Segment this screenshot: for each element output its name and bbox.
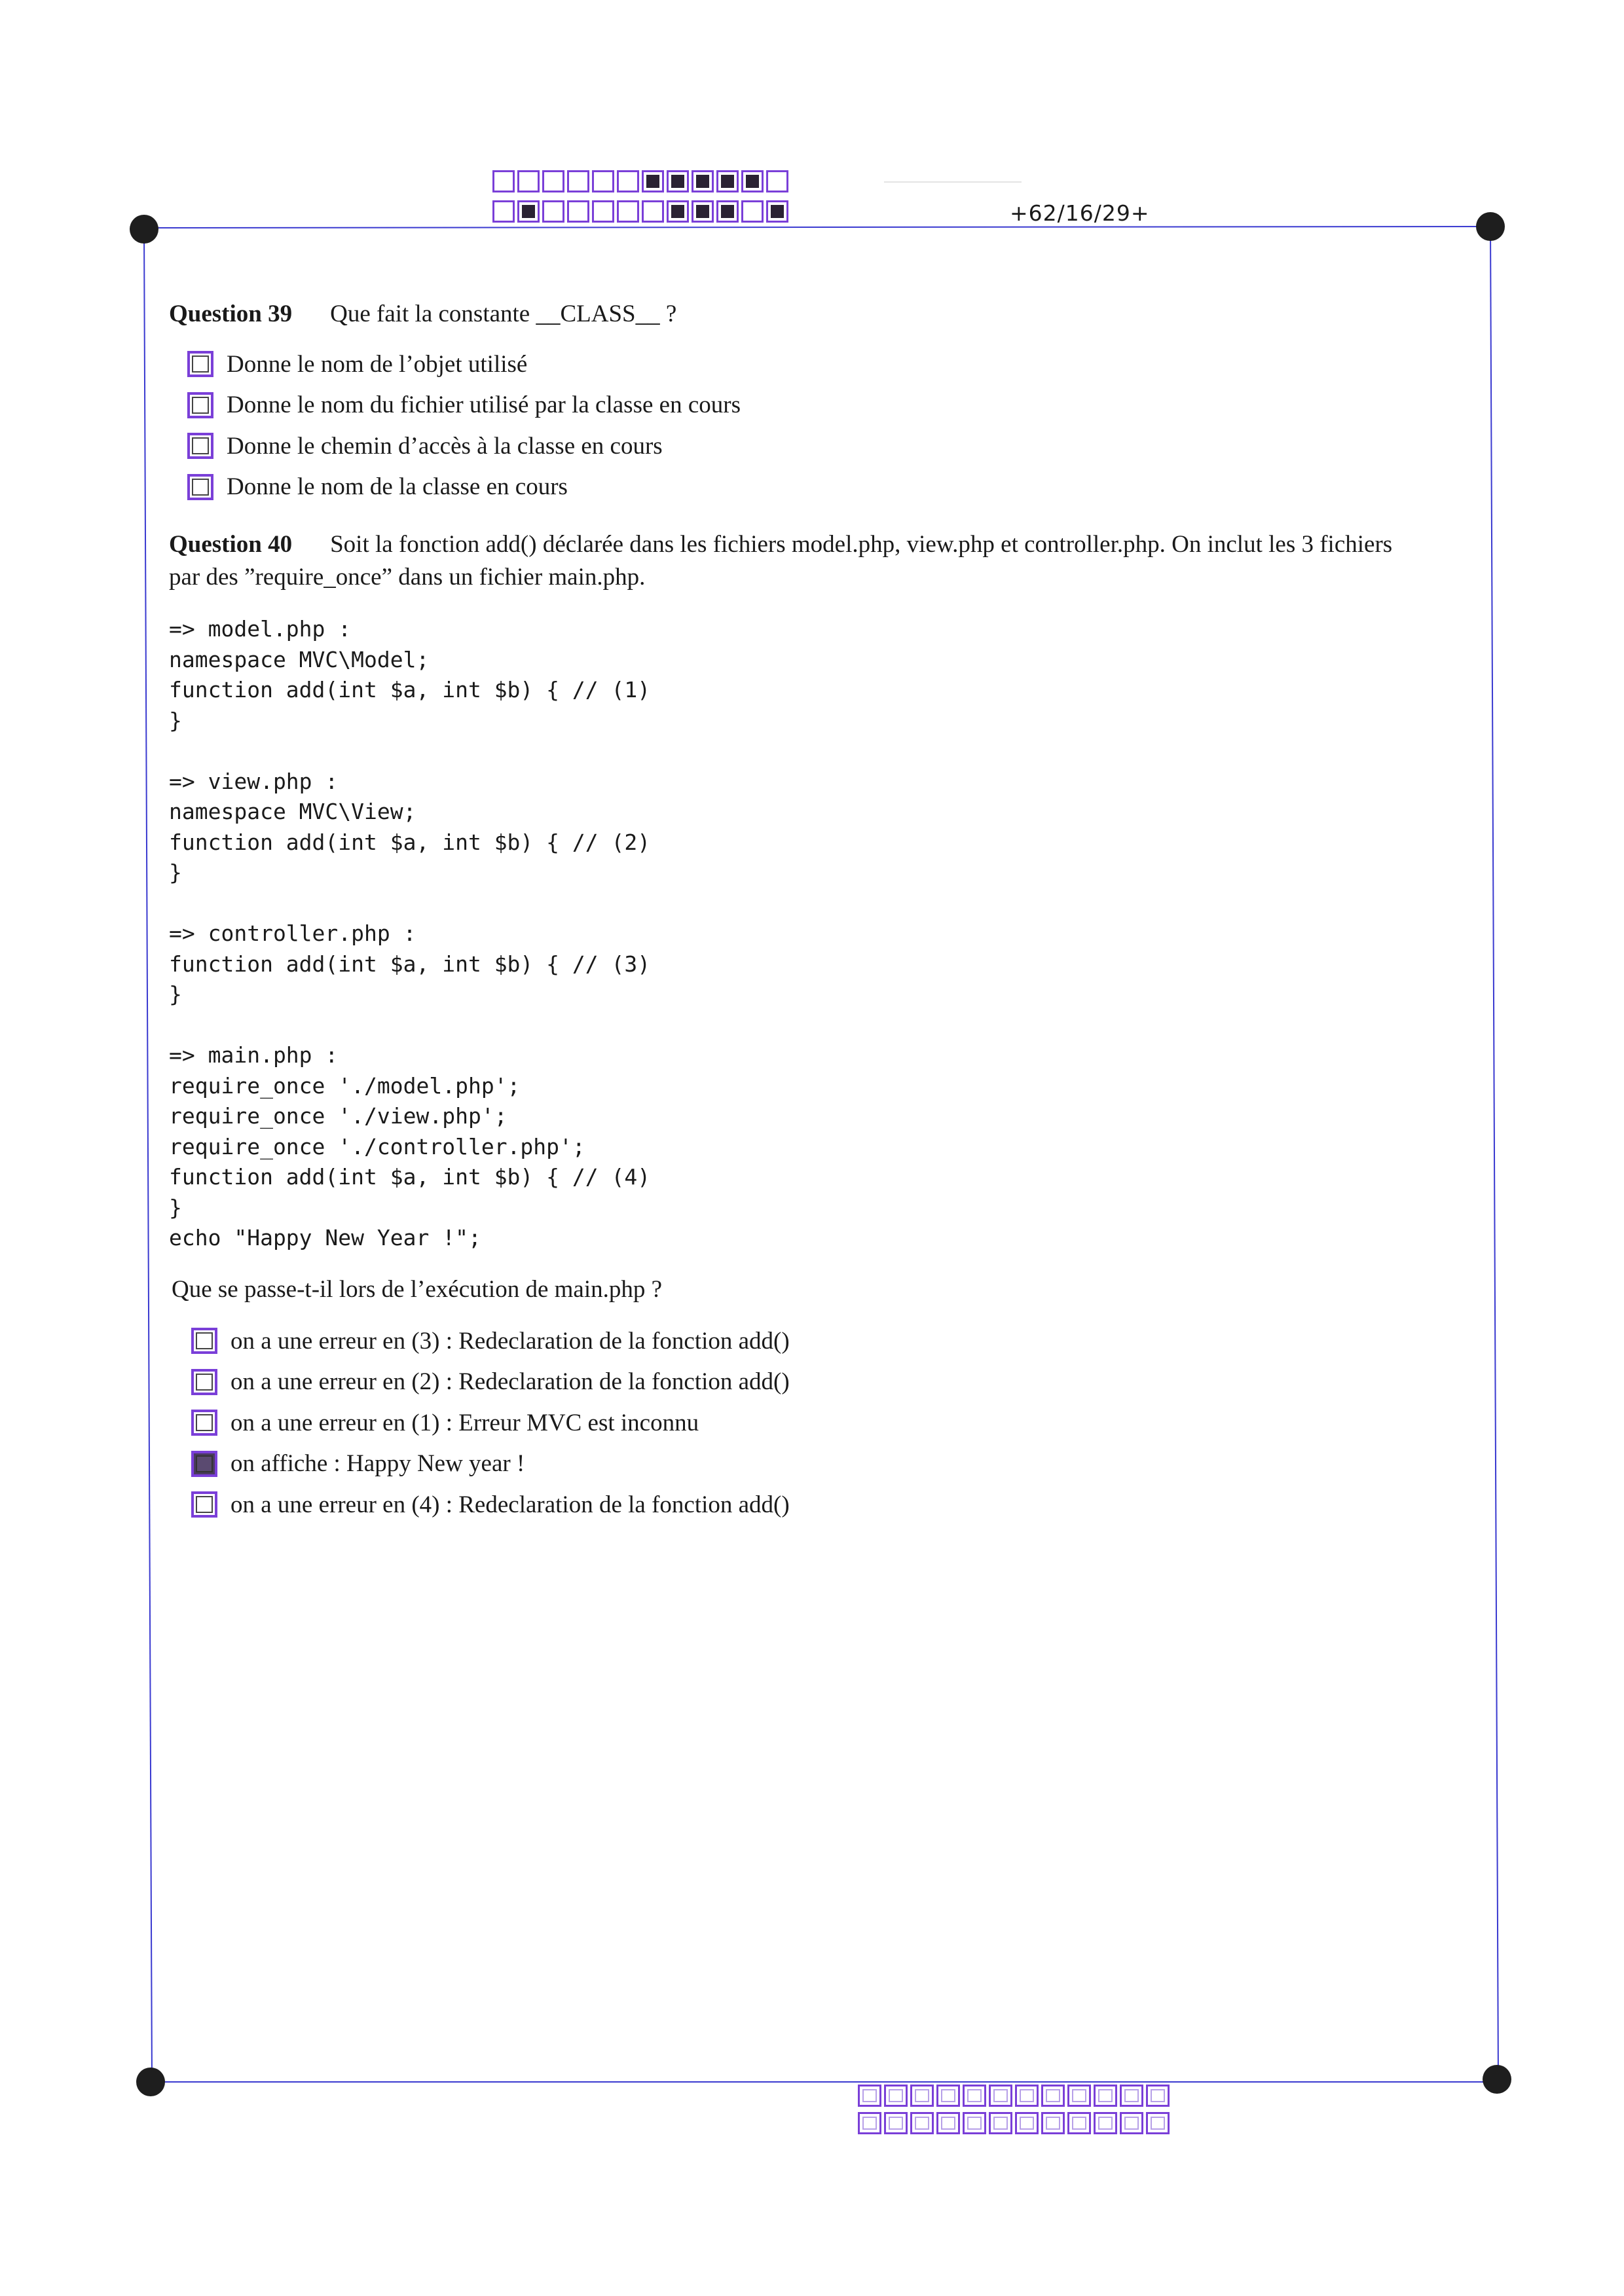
corner-marker-top-left xyxy=(130,215,158,244)
code-cell xyxy=(667,200,689,223)
checkbox-inner xyxy=(196,1455,213,1472)
checkbox[interactable] xyxy=(191,1328,217,1354)
bottom-code-row-1 xyxy=(858,2085,1170,2107)
code-cell xyxy=(989,2085,1012,2107)
code-cell xyxy=(910,2112,934,2134)
corner-marker-bottom-left xyxy=(136,2068,165,2096)
code-cell xyxy=(910,2085,934,2107)
answer-choice[interactable] xyxy=(191,1366,790,1398)
code-cell xyxy=(1120,2112,1143,2134)
checkbox[interactable] xyxy=(191,1369,217,1395)
checkbox[interactable] xyxy=(187,392,213,418)
corner-marker-top-right xyxy=(1476,212,1505,241)
question-40-text-continued: par des ”require_once” dans un fichier main.php. xyxy=(169,564,646,591)
code-cell xyxy=(542,170,564,192)
checkbox-inner xyxy=(192,479,209,496)
code-cell xyxy=(963,2112,986,2134)
code-cell xyxy=(692,170,714,192)
code-cell xyxy=(667,170,689,192)
code-cell xyxy=(517,170,540,192)
code-cell xyxy=(936,2112,960,2134)
binary-code-row-1 xyxy=(492,170,788,192)
corner-marker-bottom-right xyxy=(1483,2065,1511,2094)
code-cell xyxy=(766,200,788,223)
code-cell xyxy=(517,200,540,223)
checkbox-inner xyxy=(196,1496,213,1513)
code-cell xyxy=(567,200,589,223)
checkbox[interactable] xyxy=(191,1491,217,1518)
code-cell xyxy=(989,2112,1012,2134)
answer-choice-label: Donne le nom de la classe en cours xyxy=(227,473,568,500)
checkbox[interactable] xyxy=(187,433,213,459)
code-cell xyxy=(592,200,614,223)
answer-choice-label: on a une erreur en (4) : Redeclaration de la fonction add() xyxy=(231,1491,790,1518)
code-cell xyxy=(617,170,639,192)
question-40-header xyxy=(169,530,1392,558)
checkbox[interactable] xyxy=(191,1410,217,1436)
checkbox-inner xyxy=(192,397,209,414)
question-39-header xyxy=(169,300,676,328)
code-cell xyxy=(1015,2085,1039,2107)
code-cell xyxy=(1120,2085,1143,2107)
code-cell xyxy=(617,200,639,223)
code-cell xyxy=(542,200,564,223)
code-cell xyxy=(1146,2112,1170,2134)
code-cell xyxy=(1067,2085,1091,2107)
code-cell xyxy=(1041,2112,1065,2134)
binary-code-row-2 xyxy=(492,200,788,223)
checkbox-inner xyxy=(196,1332,213,1349)
code-cell xyxy=(592,170,614,192)
answer-choice[interactable] xyxy=(191,1324,790,1357)
code-cell xyxy=(642,170,664,192)
code-cell xyxy=(642,200,664,223)
question-text: Soit la fonction add() déclarée dans les fichiers model.php, view.php et controller.php. On inclut les 3 fichiers xyxy=(330,531,1393,558)
checkbox[interactable] xyxy=(187,474,213,500)
question-label: Question 40 xyxy=(169,531,293,558)
code-cell xyxy=(963,2085,986,2107)
code-cell xyxy=(1146,2085,1170,2107)
page-id: +62/16/29+ xyxy=(1010,200,1150,226)
code-cell xyxy=(1041,2085,1065,2107)
answer-choice-label: on affiche : Happy New year ! xyxy=(231,1450,525,1477)
code-cell xyxy=(858,2085,881,2107)
code-cell xyxy=(567,170,589,192)
code-cell xyxy=(492,200,515,223)
answer-choice[interactable] xyxy=(187,429,663,462)
answer-choice[interactable] xyxy=(191,1406,699,1439)
question-label: Question 39 xyxy=(169,301,293,327)
checkbox[interactable] xyxy=(187,351,213,377)
answer-choice-label: Donne le nom de l’objet utilisé xyxy=(227,350,528,378)
bottom-code-row-2 xyxy=(858,2112,1170,2134)
code-cell xyxy=(1094,2112,1117,2134)
code-cell xyxy=(716,200,739,223)
answer-choice[interactable] xyxy=(187,348,527,380)
code-cell xyxy=(1094,2085,1117,2107)
answer-choice-label: on a une erreur en (3) : Redeclaration de la fonction add() xyxy=(231,1327,790,1355)
checkbox-inner xyxy=(192,437,209,454)
code-cell xyxy=(692,200,714,223)
code-cell xyxy=(741,200,764,223)
question-text: Que fait la constante __CLASS__ ? xyxy=(330,301,677,327)
answer-choice[interactable] xyxy=(187,471,568,503)
answer-choice-label: on a une erreur en (2) : Redeclaration de la fonction add() xyxy=(231,1368,790,1395)
answer-choice-label: Donne le chemin d’accès à la classe en cours xyxy=(227,432,663,460)
question-40-prompt: Que se passe-t-il lors de l’exécution de main.php ? xyxy=(172,1276,663,1303)
checkbox-checked[interactable] xyxy=(191,1451,217,1477)
code-cell xyxy=(492,170,515,192)
code-cell xyxy=(936,2085,960,2107)
code-cell xyxy=(766,170,788,192)
answer-choice-label: Donne le nom du fichier utilisé par la classe en cours xyxy=(227,392,741,418)
code-cell xyxy=(1015,2112,1039,2134)
answer-choice[interactable] xyxy=(191,1488,790,1521)
checkbox-inner xyxy=(196,1414,213,1431)
code-cell xyxy=(741,170,764,192)
answer-choice[interactable] xyxy=(191,1448,525,1480)
answer-choice-label: on a une erreur en (1) : Erreur MVC est inconnu xyxy=(231,1409,699,1436)
answer-choice[interactable] xyxy=(187,389,741,422)
php-code-block: => model.php : namespace MVC\Model; function add(int $a, int $b) { // (1) } => view.php : namespace MVC\View; function add(int $a, int $b) { // (2) } => controller.php : function add(int $a, int $b) { // (3) } => main.php : require_once './model.php'; require_once './view.php'; require_once './controller.php'; function add(int $a, int $b) { // (4) } echo "Happy New Year !"; xyxy=(169,616,651,1250)
checkbox-inner xyxy=(196,1374,213,1391)
checkbox-inner xyxy=(192,355,209,373)
code-cell xyxy=(1067,2112,1091,2134)
code-cell xyxy=(884,2085,908,2107)
code-cell xyxy=(858,2112,881,2134)
code-cell xyxy=(716,170,739,192)
code-cell xyxy=(884,2112,908,2134)
